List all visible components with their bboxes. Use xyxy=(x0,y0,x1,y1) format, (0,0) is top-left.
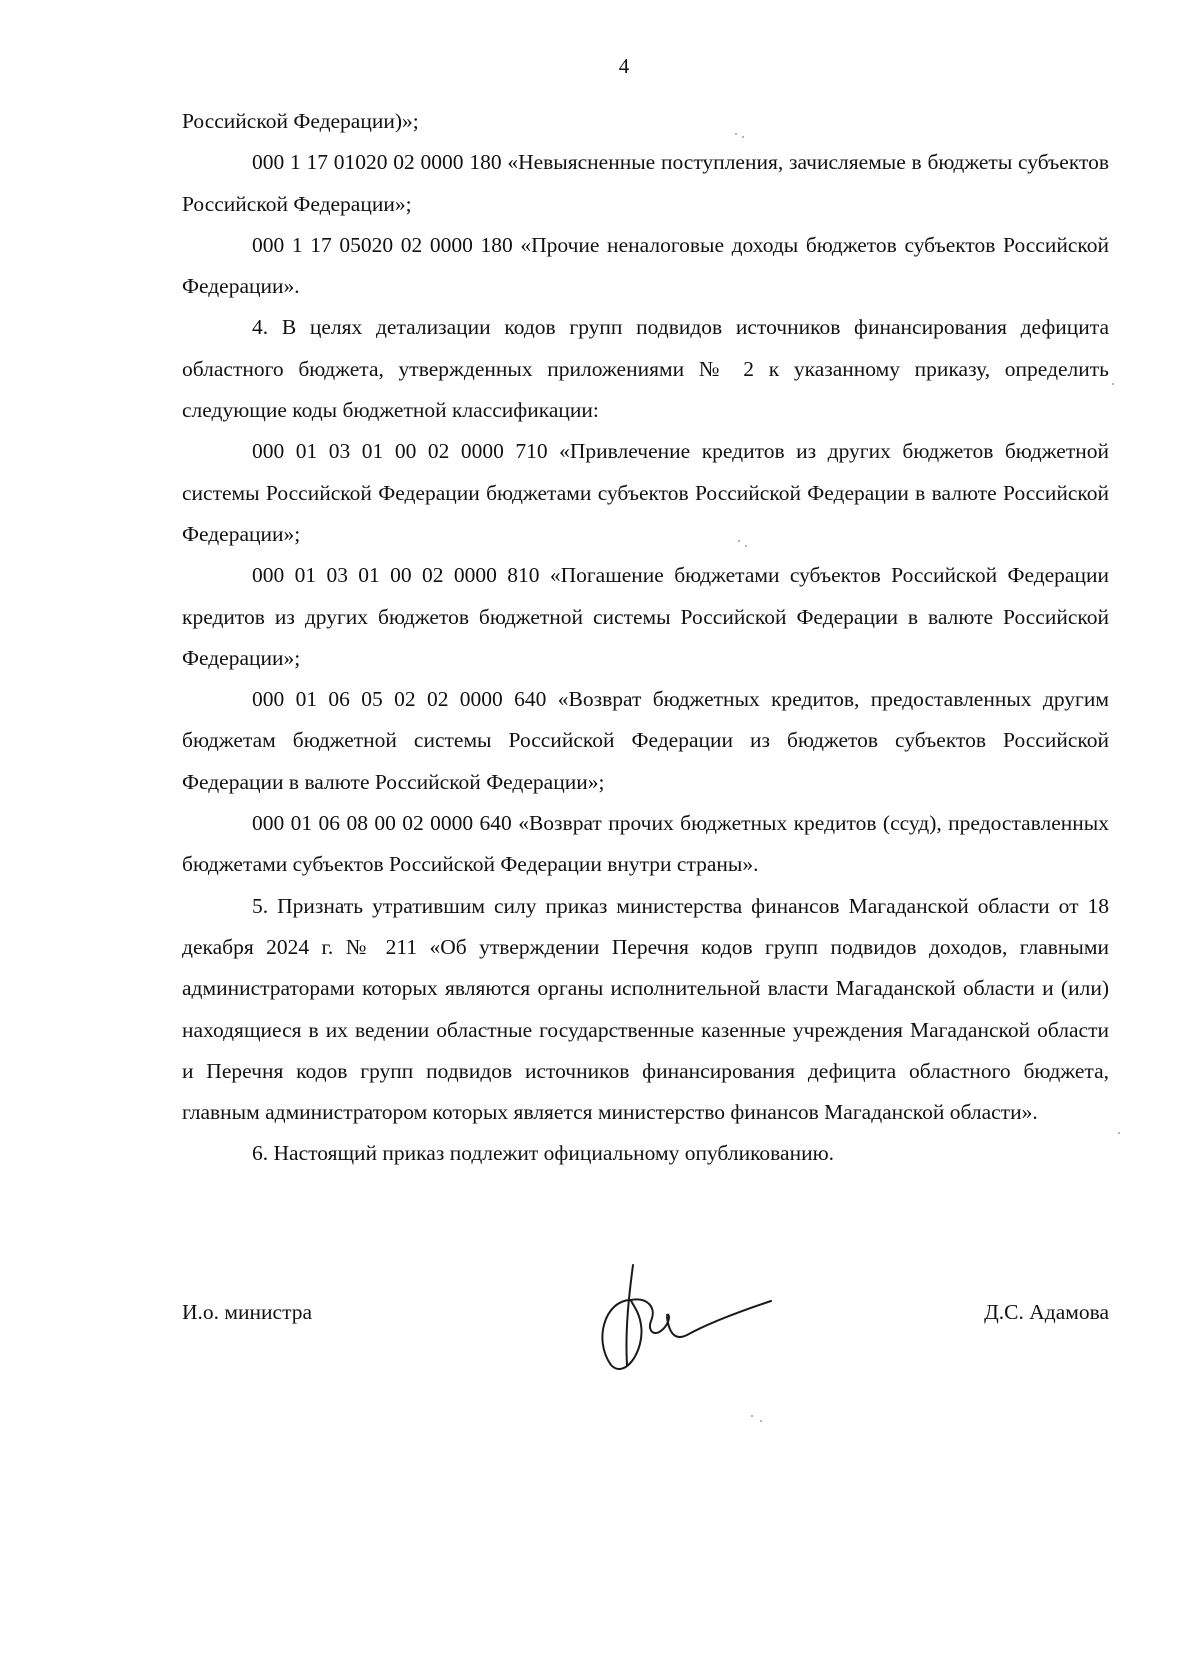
paragraph-item-6: 6. Настоящий приказ подлежит официальному опубликованию. xyxy=(252,1141,835,1166)
paragraph-code-other-nontax-income: 000 1 17 05020 02 0000 180 «Прочие неналоговые доходы бюджетов субъектов Российской Федерации». xyxy=(182,232,1109,299)
signatory-position: И.о. министра xyxy=(182,1300,313,1324)
paragraph-continuation: Российской Федерации)»; xyxy=(182,109,419,133)
paragraph-code-810: 000 01 03 01 00 02 0000 810 «Погашение бюджетами субъектов Российской Федерации кредитов из других бюджетов бюджетной системы Российской Федерации в валюте Российской Федерации»; xyxy=(182,563,1109,670)
scan-speck xyxy=(760,1420,762,1422)
scan-speck xyxy=(735,133,737,135)
paragraph-code-710: 000 01 03 01 00 02 0000 710 «Привлечение кредитов из других бюджетов бюджетной системы Российской Федерации бюджетами субъектов Российской Федерации в валюте Российской Федерации»; xyxy=(182,439,1109,546)
handwritten-signature xyxy=(595,1255,775,1380)
paragraph-code-060800-640: 000 01 06 08 00 02 0000 640 «Возврат прочих бюджетных кредитов (ссуд), предоставленных бюджетами субъектов Российской Федерации внутри страны». xyxy=(182,811,1109,877)
paragraph-item-4: 4. В целях детализации кодов групп подвидов источников финансирования дефицита областного бюджета, утвержденных приложениями № 2 к указанному приказу, определить следующие коды бюджетной классификации: xyxy=(182,315,1109,423)
page-number: 4 xyxy=(618,54,630,78)
scan-speck xyxy=(1112,383,1114,385)
signatory-name: Д.С. Адамова xyxy=(984,1300,1109,1324)
document-body xyxy=(182,101,1109,1175)
scan-speck xyxy=(738,540,740,542)
scan-speck xyxy=(745,545,747,547)
scan-speck xyxy=(751,1415,753,1417)
paragraph-item-5: 5. Признать утратившим силу приказ министерства финансов Магаданской области от 18 декабря 2024 г. № 211 «Об утверждении Перечня кодов групп подвидов доходов, главными администраторами которых являются органы исполнительной власти Магаданской области и (или) находящиеся в их ведении областные государственные казенные учреждения Магаданской области и Перечня кодов групп подвидов источников финансирования дефицита областного бюджета, главным администратором которых является министерство финансов Магаданской области». xyxy=(182,893,1109,1125)
scan-speck xyxy=(1118,1132,1120,1134)
paragraph-code-050202-640: 000 01 06 05 02 02 0000 640 «Возврат бюджетных кредитов, предоставленных другим бюджетам бюджетной системы Российской Федерации из бюджетов субъектов Российской Федерации в валюте Российской Федерации»; xyxy=(182,687,1109,794)
paragraph-code-unclarified-receipts: 000 1 17 01020 02 0000 180 «Невыясненные поступления, зачисляемые в бюджеты субъектов Российской Федерации»; xyxy=(182,150,1109,216)
scan-speck xyxy=(742,136,744,138)
